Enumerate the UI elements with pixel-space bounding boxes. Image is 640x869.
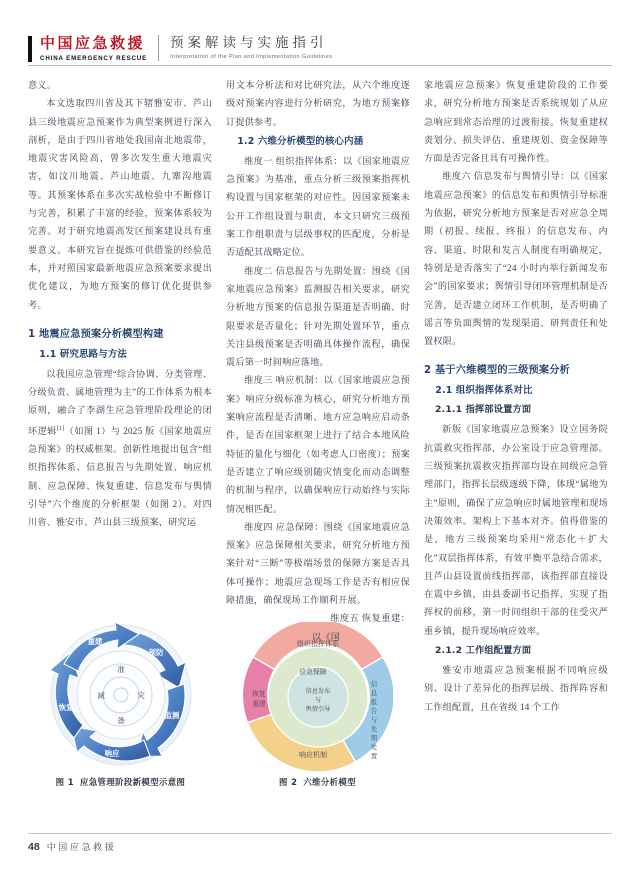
figure-2-label: 期 <box>370 734 377 742</box>
page-footer <box>28 833 612 853</box>
figure-1-inner-label: 准 <box>116 665 125 674</box>
figure-2-label: 信 <box>370 680 377 688</box>
heading-level-2: 1.2 六维分析模型的核心内涵 <box>237 135 364 147</box>
paragraph: 新版《国家地震应急预案》设立国务院抗震救灾指挥部，办公室设于应急管理部。三级预案抗震救灾指挥部均设在同级应急管理部门，指挥长层级逐级下降，体现“属地为主”原则，确保了应急响应时属地管理和现场决策效率。架构上下基本对齐。值得借鉴的是，地方三级预案均采用“常态化＋扩大化”双层指挥体系，有效平衡平急结合需求，且芦山县设置前线指挥部，该指挥部直接设在震中乡镇，由县委副书记指挥，实现了指挥权的前移，第一时间组织干部的住受灾严重乡镇，提升现场响应效率。 <box>424 424 608 636</box>
page-number: 48 <box>28 840 40 853</box>
figure-2-caption-text: 六维分析模型 <box>303 777 356 787</box>
paragraph: 用文本分析法和对比研究法，从六个维度逐级对预案内容进行分析研究，为地方预案修订提供参考。 <box>226 80 410 127</box>
heading-level-1: 1 地震应急预案分析模型构建 <box>28 328 164 340</box>
paragraph-part: 以我国应急管理“综合协调、分类管理、分级负责、属地管理为主”的工作体系为根本原则，融合了李湖生应急管理阶段理论的闭环逻辑 <box>28 368 212 436</box>
paragraph: 维度二 信息报告与先期处置：围绕《国家地震应急预案》监测报告相关要求，研究分析地方预案的信息报告渠道是否明确、时限要求是否量化；针对先期处置环节，重点关注县级预案是否明确具体操作流程，确保震后第一时间响应落地。 <box>226 265 410 368</box>
figure-1-number: 图 1 <box>55 777 74 787</box>
paragraph-part: （如图 1）与 2025 版《国家地震应急预案》的权威框架。创新性地提出包含“组织指挥体系、信息报告与先期处置、响应机制、应急保障、恢复重建、信息发布与舆情引导”六个维度的分析框架（如图 2）。对四川省、雅安市、芦山县三级预案，研究运 <box>28 425 212 528</box>
column-three <box>424 76 608 794</box>
emergency-cycle-icon <box>46 622 196 772</box>
figure-2-label: 告 <box>370 707 377 715</box>
section-text-group <box>170 35 332 62</box>
masthead-divider <box>158 35 159 61</box>
figure-2-label: 息 <box>370 689 377 697</box>
figure-1-arc-label: 恢复 <box>58 703 73 712</box>
journal-name-cn: 中国应急救援 <box>40 34 146 53</box>
heading-level-3: 2.1.2 工作组配置方面 <box>435 645 532 657</box>
paragraph: 维度五 恢复重建：以《国 <box>312 613 410 642</box>
figure-2-label: 信息发布 <box>305 688 330 695</box>
section-title-en: Interpretation of the Plan and Implementation Guidelines <box>170 54 333 61</box>
heading-level-3: 2.1.1 指挥部设置方面 <box>435 404 532 416</box>
figure-2-label: 与 <box>314 697 321 704</box>
figure-wrap-spacer <box>226 609 312 761</box>
figure-2-label: 恢复 <box>251 690 266 698</box>
figure-1-arc-label: 响应 <box>104 749 119 758</box>
figure-2-label: 报 <box>370 698 377 706</box>
paragraph: 家地震应急预案》恢复重建阶段的工作要求，研究分析地方预案是否系统规划了从应急响应到常态治理的过渡衔接。恢复重建权责划分、损失评估、重建规划、资金保障等方面是否完备且具有可操作性。 <box>424 80 608 164</box>
paragraph: 雅安市地震应急预案根据不同响应级别、设计了差异化的指挥层级、指挥阵容和工作组配置，且在省级 14 个工作 <box>424 665 608 712</box>
paragraph: 维度四 应急保障：围绕《国家地震应急预案》应急保障相关要求，研究分析地方预案针对“三断”等极端场景的保障方案是否具体可操作；地震应急现场工作是否有相应保障措施，确保现场工作顺利开展。 <box>226 521 410 606</box>
brand-text-group <box>40 35 147 62</box>
figure-2-label: 重建 <box>251 700 266 708</box>
figure-1-caption-text: 应急管理阶段新模型示意图 <box>80 777 186 787</box>
figure-1-arc-label: 监测 <box>164 711 179 720</box>
figure-2-label: 舆情引导 <box>305 706 330 713</box>
figure-1-inner-label: 灾 <box>136 691 145 700</box>
heading-level-2: 2.1 组织指挥体系对比 <box>435 385 533 397</box>
heading-level-2: 1.1 研究思路与方法 <box>39 348 127 360</box>
column-three-body <box>424 76 608 716</box>
figure-2-label: 处 <box>370 743 377 751</box>
figure-2-label: 组织指挥体系 <box>296 640 339 648</box>
figure-1 <box>28 622 213 788</box>
footnote-marker: [1] <box>56 425 65 432</box>
figure-1-arc-label: 重建 <box>87 637 102 646</box>
figure-2-label: 应急保障 <box>298 668 327 676</box>
paragraph: 维度六 信息发布与舆情引导：以《国家地震应急预案》的信息发布和舆情引导标准为依据，研究分析地方预案是否对应急全周期（初报、续报、终报）的信息发布、内容、渠道、时限和发言人制度有明确规定，特别是是否落实了“24 小时内举行新闻发布会”的国家要求；舆情引导闭环管理机制是否完善，是否建立闭环工作机制，是否明确了谣言等负面舆情的发现渠道、研判责任和处置权限。 <box>424 171 608 347</box>
figure-2-label: 与 <box>370 716 377 724</box>
paragraph: 本文选取四川省及其下辖雅安市、芦山县三级地震应急预案作为典型案例进行深入剖析，是由于四川省地处我国南北地震带，地震灾害风险高，曾多次发生重大地震灾害，如汶川地震、芦山地震、九寨沟地震等。其预案体系在多次实战检验中不断修订与完善，积累了丰富的经验，预案体系较为完善。对于研究地震高发区预案建设具有重要意义。本研究旨在提炼可供借鉴的经验范本，并对照国家最新地震应急预案要求提出优化建议，为地方预案的修订优化提供参考。 <box>28 98 212 310</box>
figure-2-label: 先 <box>370 725 377 733</box>
figure-2-number: 图 2 <box>279 777 298 787</box>
masthead-rule <box>28 65 612 66</box>
paragraph: 维度三 响应机制：以《国家地震应急预案》响应分级标准为核心，研究分析地方预案响应流程是否清晰、地方应急响应启动条件，是否在国家框架上进行了结合本地风险特征的量化与细化（如考虑人口密度）；预案是否建立了响应级别随灾情变化而动态调整的机制与程序，以确保响应行动始终与实际情况相匹配。 <box>226 375 410 514</box>
paragraph: 意义。 <box>28 80 57 90</box>
column-one-body <box>28 76 212 532</box>
figure-1-arc-label: 预防 <box>148 648 163 657</box>
figure-2-label: 置 <box>370 752 377 760</box>
column-two-body <box>226 76 410 646</box>
paragraph: 维度一 组织指挥体系：以《国家地震应急预案》为基准，重点分析三级预案指挥机构设置与国家框架的对应性。因国家预案未公开工作组设置与职责，本文只研究三级预案工作组职责与层级事权的匹配度，分析是否适配其战略定位。 <box>226 155 410 258</box>
section-title-cn: 预案解读与实施指引 <box>170 35 328 52</box>
footer-journal-name: 中国应急救援 <box>46 843 117 853</box>
figure-1-inner-label: 减 <box>96 691 105 700</box>
article-columns <box>28 76 612 794</box>
figure-2-label: 响应机制 <box>298 751 327 759</box>
column-two <box>226 76 410 794</box>
page-masthead <box>28 0 612 66</box>
journal-brand <box>28 35 147 62</box>
footer-line <box>28 840 612 853</box>
figure-1-inner-label: 备 <box>116 716 125 725</box>
figure-1-diagram <box>46 622 196 772</box>
brand-accent-bar <box>28 36 32 62</box>
journal-name-en: CHINA EMERGENCY RESCUE <box>40 54 148 62</box>
footer-rule <box>28 833 612 834</box>
figure-1-caption <box>28 776 213 788</box>
heading-level-1: 2 基于六维模型的三级预案分析 <box>424 365 571 377</box>
paragraph <box>28 365 212 532</box>
